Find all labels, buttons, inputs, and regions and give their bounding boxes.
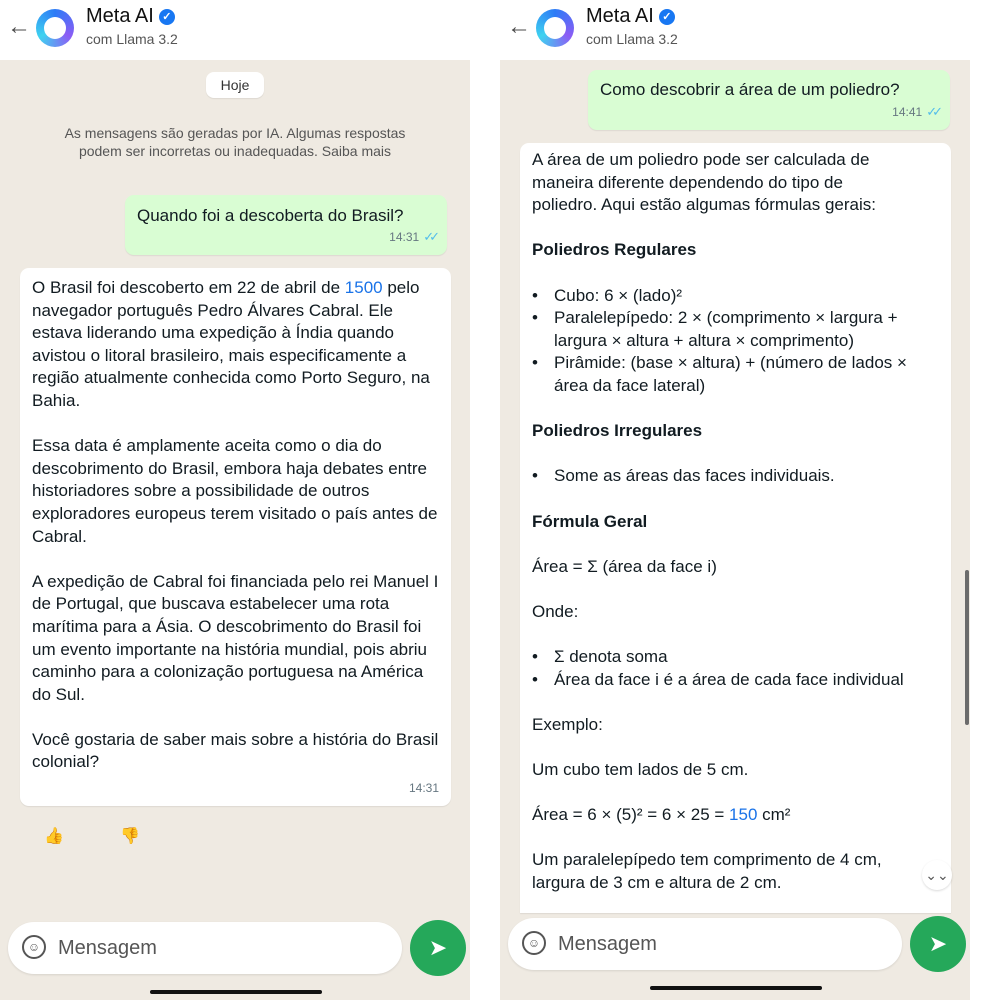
list-item: • Σ denota soma [532,646,939,669]
thumbs-down-icon[interactable]: 👎 [120,828,140,845]
message-meta [389,226,435,249]
list-item: • Paralelepípedo: 2 × (comprimento × largura + largura × altura + altura × comprimento) [532,307,939,352]
unit-text: cm² [757,805,791,825]
irregular-list [532,465,939,488]
message-input[interactable]: Mensagem [558,933,657,955]
verified-badge-icon: ✓ [659,9,675,25]
heading-general: Fórmula Geral [532,511,648,531]
message-time: 14:31 [389,230,420,245]
example-formula [532,804,939,827]
formula-text: Área = 6 × (5)² = 6 × 25 = [532,805,730,825]
send-button[interactable]: ➤ [910,916,966,972]
list-item: • Some as áreas das faces individuais. [532,465,939,488]
year-link[interactable]: 1500 [344,278,383,297]
example-text: Um cubo tem lados de 5 cm. [532,760,749,780]
contact-subtitle: com Llama 3.2 [86,31,178,47]
scroll-down-icon[interactable]: ⌄⌄ [922,860,952,890]
contact-name-text: Meta AI [586,5,654,27]
back-arrow-icon[interactable]: ← [7,13,31,40]
contact-name-text: Meta AI [86,5,154,27]
ai-disclaimer[interactable]: As mensagens são geradas por IA. Algumas respostas podem ser incorretas ou inadequadas. Saiba mais [64,125,406,159]
meta-ai-logo-icon[interactable] [536,9,574,47]
example-continuation: Um paralelepípedo tem comprimento de 4 cm, largura de 3 cm e altura de 2 cm. [532,850,882,892]
general-formula: Área = Σ (área da face i) [532,556,717,576]
home-indicator[interactable] [650,986,822,990]
message-time: 14:31 [408,781,439,796]
heading-regular: Poliedros Regulares [532,240,697,260]
message-meta [409,777,439,800]
contact-name[interactable] [586,5,675,28]
where-label: Onde: [532,601,579,621]
regular-list [532,285,939,398]
incoming-message[interactable] [20,268,451,806]
chat-header [0,0,470,60]
scrollbar[interactable] [965,570,969,725]
list-item: • Área da face i é a área de cada face individual [532,669,939,692]
message-input-bar[interactable] [508,918,902,970]
home-indicator[interactable] [150,990,322,994]
back-arrow-icon[interactable]: ← [507,13,531,40]
chat-header [500,0,970,60]
outgoing-message[interactable] [125,195,447,255]
contact-subtitle: com Llama 3.2 [586,31,678,47]
result-link[interactable]: 150 [729,805,758,825]
example-label: Exemplo: [532,714,603,734]
read-ticks-icon: ✓✓ [423,229,435,245]
list-item: • Cubo: 6 × (lado)² [532,285,939,308]
date-chip: Hoje [206,72,264,98]
message-text: Quando foi a descoberta do Brasil? [137,206,404,225]
answer-paragraph-1 [32,277,439,413]
message-time: 14:41 [892,105,923,120]
right-phone-screen [500,0,970,1000]
answer-paragraph-2: Essa data é amplamente aceita como o dia do descobrimento do Brasil, embora haja debates entre historiadores sobre a possibilidade de outros exploradores europeus terem visitado o país antes de Cabral. [32,436,438,546]
read-ticks-icon: ✓✓ [926,104,938,120]
left-phone-screen [0,0,470,1000]
send-button[interactable]: ➤ [410,920,466,976]
verified-badge-icon: ✓ [159,9,175,25]
answer-paragraph-3: A expedição de Cabral foi financiada pelo rei Manuel I de Portugal, que buscava estabelecer uma rota marítima para a Ásia. O descobrimento do Brasil foi um evento importante na história mundial, pois abriu caminho para a colonização portuguesa na América do Sul. [32,571,439,704]
thumbs-up-icon[interactable]: 👍 [44,828,64,845]
outgoing-message[interactable] [588,70,950,130]
message-meta [892,101,938,124]
incoming-message[interactable] [520,143,951,913]
emoji-icon[interactable]: ☺ [22,935,46,959]
emoji-icon[interactable]: ☺ [522,931,546,955]
list-item: • Pirâmide: (base × altura) + (número de lados × área da face lateral) [532,352,939,397]
answer-paragraph-4: Você gostaria de saber mais sobre a história do Brasil colonial? [32,729,439,772]
answer-intro: A área de um poliedro pode ser calculada de maneira diferente dependendo do tipo de poliedro. Aqui estão algumas fórmulas gerais: [532,150,876,215]
meta-ai-logo-icon[interactable] [36,9,74,47]
message-text: Como descobrir a área de um poliedro? [600,80,900,99]
answer-text: pelo navegador português Pedro Álvares Cabral. Ele estava liderando uma expedição à Índia quando avistou o litoral brasileiro, mais especificamente a região atualmente conhecida como Porto Seguro, na Bahia. [32,278,430,410]
message-input[interactable]: Mensagem [58,937,157,959]
heading-irregular: Poliedros Irregulares [532,421,703,441]
contact-name[interactable] [86,5,175,28]
answer-text: O Brasil foi descoberto em 22 de abril de [32,278,345,297]
message-input-bar[interactable] [8,922,402,974]
where-list [532,646,939,691]
